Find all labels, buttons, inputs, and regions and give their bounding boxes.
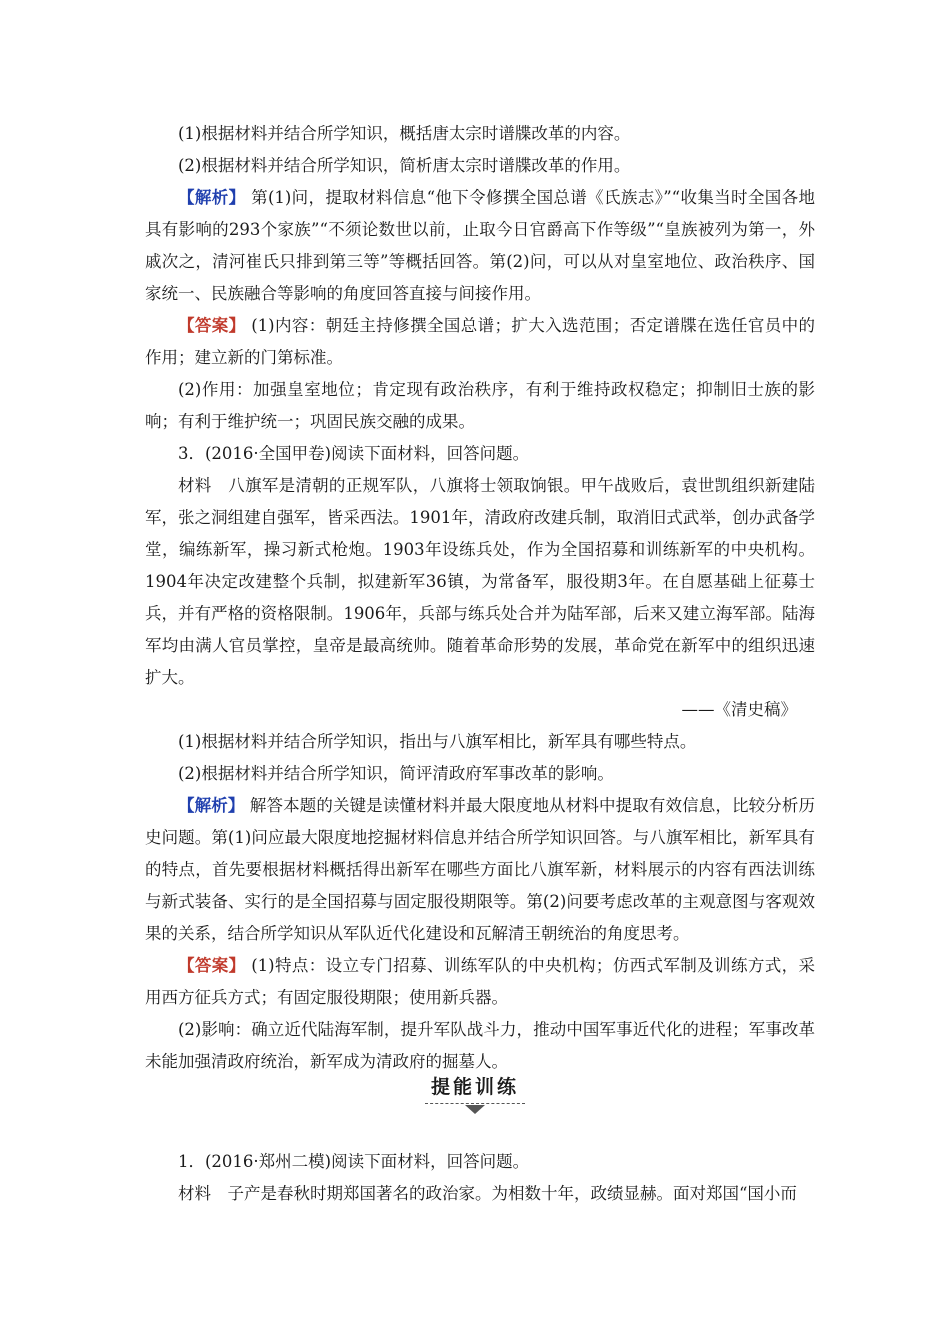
answer-tag: 【答案】 [178,956,246,975]
q2-answer [145,310,815,374]
answer-tag: 【答案】 [178,316,246,335]
q2-analysis [145,182,815,310]
q3-answer [145,950,815,1014]
analysis-text: 解答本题的关键是读懂材料并最大限度地从材料中提取有效信息，比较分析历史问题。第(1)问应最大限度地挖掘材料信息并结合所学知识回答。与八旗军相比，新军具有的特点，首先要根据材料概括得出新军在哪些方面比八旗军新，材料展示的内容有西法训练与新式装备、实行的是全国招募与固定服役期限等。第(2)问要考虑改革的主观意图与客观效果的关系，结合所学知识从军队近代化建设和瓦解清王朝统治的角度思考。 [145,796,815,943]
q3-answer-2: (2)影响：确立近代陆海军制，提升军队战斗力，推动中国军事近代化的进程；军事改革未能加强清政府统治，新军成为清政府的掘墓人。 [145,1020,815,1071]
q3-sub1: (1)根据材料并结合所学知识，指出与八旗军相比，新军具有哪些特点。 [178,732,697,751]
document-continuation [145,1146,815,1210]
answer-text: (1)特点：设立专门招募、训练军队的中央机构；仿西式军制及训练方式，采用西方征兵方式；有固定服役期限；使用新兵器。 [145,956,816,1007]
q2-sub2: (2)根据材料并结合所学知识，简析唐太宗时谱牒改革的作用。 [178,156,631,175]
document-body [145,118,815,1078]
triangle-down-icon [465,1105,485,1114]
section-title: 提能训练 [425,1072,525,1104]
q1-material: 材料 子产是春秋时期郑国著名的政治家。为相数十年，政绩显赫。面对郑国“国小而 [178,1184,797,1203]
q3-material: 材料 八旗军是清朝的正规军队，八旗将士领取饷银。甲午战败后，袁世凯组织新建陆军，张之洞组建自强军，皆采西法。1901年，清政府改建兵制，取消旧式武举，创办武备学堂，编练新军，操习新式枪炮。1903年设练兵处，作为全国招募和训练新军的中央机构。1904年决定改建整个兵制，拟建新军36镇，为常备军，服役期3年。在自愿基础上征募士兵，并有严格的资格限制。1906年，兵部与练兵处合并为陆军部，后来又建立海军部。陆海军均由满人官员掌控，皇帝是最高统帅。随着革命形势的发展，革命党在新军中的组织迅速扩大。 [145,476,815,687]
q1-heading: 1．(2016·郑州二模)阅读下面材料，回答问题。 [178,1152,530,1171]
analysis-tag: 【解析】 [178,188,246,207]
answer-text: (1)内容：朝廷主持修撰全国总谱；扩大入选范围；否定谱牒在选任官员中的作用；建立新的门第标准。 [145,316,816,367]
analysis-text: 第(1)问，提取材料信息“他下令修撰全国总谱《氏族志》”“收集当时全国各地具有影响的293个家族”“不须论数世以前，止取今日官爵高下作等级”“皇族被列为第一，外戚次之，清河崔氏只排到第三等”等概括回答。第(2)问，可以从对皇室地位、政治秩序、国家统一、民族融合等影响的角度回答直接与间接作用。 [145,188,816,303]
q3-sub2: (2)根据材料并结合所学知识，简评清政府军事改革的影响。 [178,764,614,783]
q3-analysis [145,790,815,950]
q3-source: ——《清史稿》 [681,700,797,719]
section-header [0,1072,950,1114]
analysis-tag: 【解析】 [178,796,245,815]
q2-sub1: (1)根据材料并结合所学知识，概括唐太宗时谱牒改革的内容。 [178,124,631,143]
q2-answer-2: (2)作用：加强皇室地位；肯定现有政治秩序，有利于维持政权稳定；抑制旧士族的影响；有利于维护统一；巩固民族交融的成果。 [145,380,815,431]
q3-heading: 3．(2016·全国甲卷)阅读下面材料，回答问题。 [178,444,530,463]
